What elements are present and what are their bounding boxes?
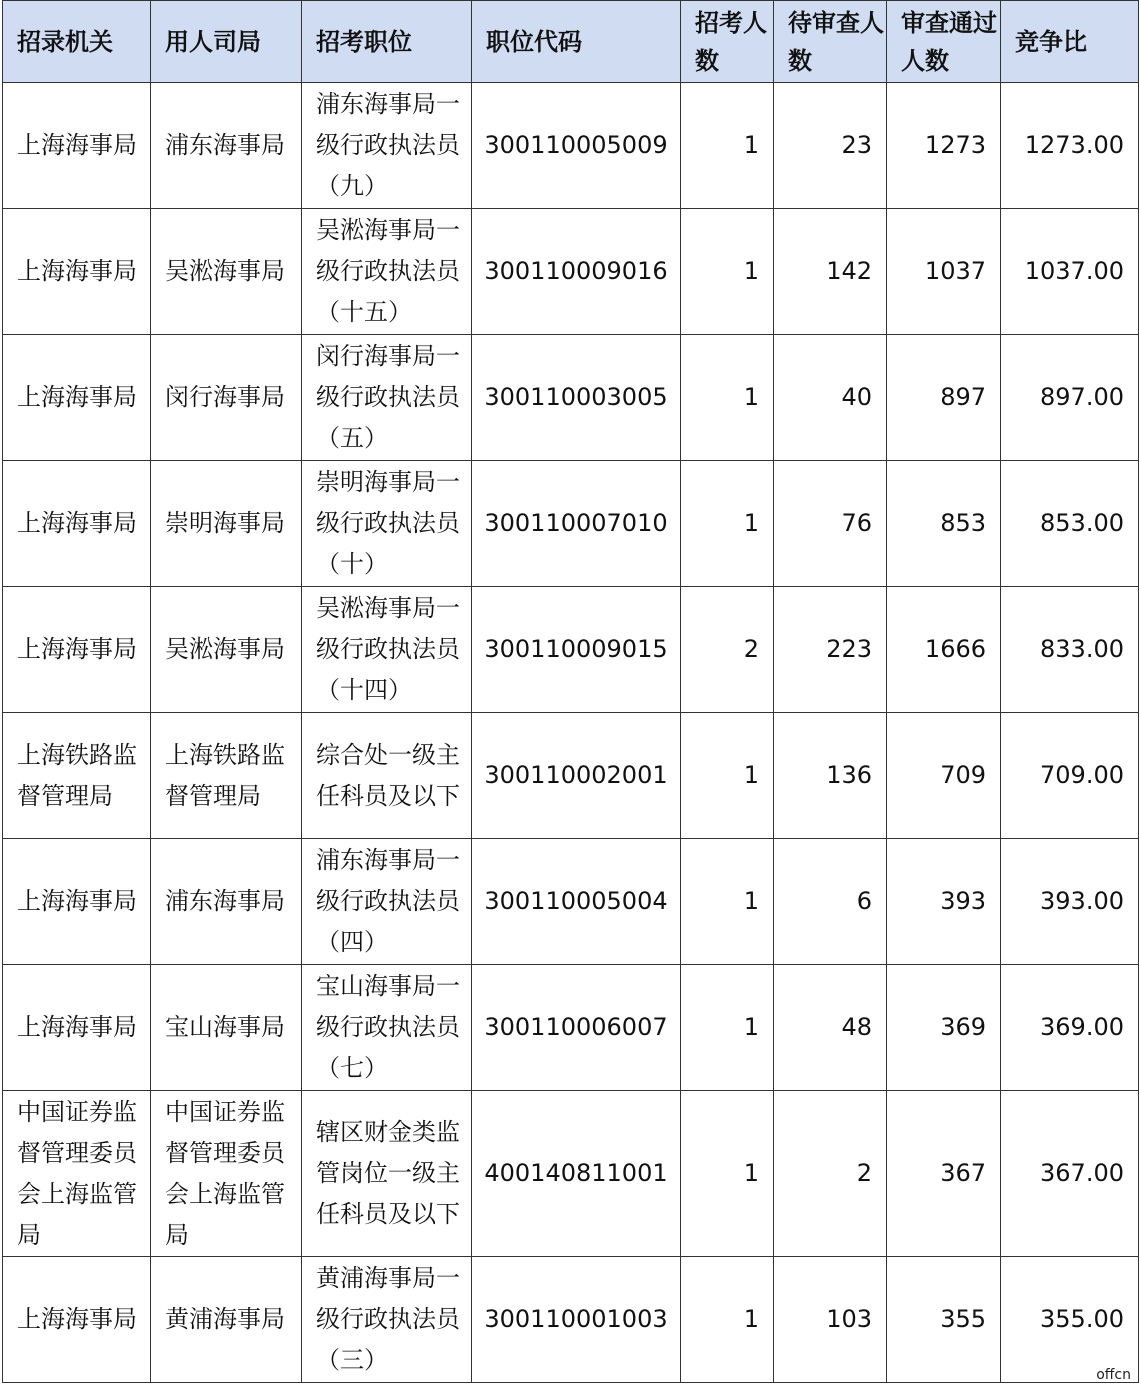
- cell-code: 300110005004: [472, 839, 681, 965]
- cell-ratio: 369.00: [1001, 965, 1139, 1091]
- cell-passed: 897: [887, 335, 1001, 461]
- table-row: [3, 83, 1139, 209]
- cell-code: 300110009016: [472, 209, 681, 335]
- table-row: [3, 1257, 1139, 1383]
- cell-pending: 223: [774, 587, 887, 713]
- cell-pending: 6: [774, 839, 887, 965]
- table-row: [3, 335, 1139, 461]
- cell-ratio: 897.00: [1001, 335, 1139, 461]
- cell-quota: 1: [681, 83, 774, 209]
- cell-passed: 367: [887, 1091, 1001, 1257]
- cell-pending: 103: [774, 1257, 887, 1383]
- cell-ratio: 355.00: [1001, 1257, 1139, 1383]
- header-passed: 审查通过人数: [887, 1, 1001, 83]
- cell-position: 浦东海事局一级行政执法员（四）: [302, 839, 472, 965]
- cell-quota: 1: [681, 965, 774, 1091]
- table-row: [3, 839, 1139, 965]
- cell-passed: 1666: [887, 587, 1001, 713]
- cell-quota: 1: [681, 461, 774, 587]
- cell-agency: 中国证券监督管理委员会上海监管局: [3, 1091, 151, 1257]
- cell-passed: 355: [887, 1257, 1001, 1383]
- cell-agency: 上海海事局: [3, 587, 151, 713]
- cell-position: 吴淞海事局一级行政执法员（十四）: [302, 587, 472, 713]
- header-code: 职位代码: [472, 1, 681, 83]
- cell-agency: 上海海事局: [3, 461, 151, 587]
- cell-pending: 40: [774, 335, 887, 461]
- cell-ratio: 367.00: [1001, 1091, 1139, 1257]
- header-pending: 待审查人数: [774, 1, 887, 83]
- cell-agency: 上海海事局: [3, 1257, 151, 1383]
- cell-pending: 48: [774, 965, 887, 1091]
- cell-quota: 1: [681, 335, 774, 461]
- cell-dept: 浦东海事局: [151, 839, 302, 965]
- cell-ratio: 1037.00: [1001, 209, 1139, 335]
- cell-agency: 上海海事局: [3, 209, 151, 335]
- cell-dept: 吴淞海事局: [151, 587, 302, 713]
- cell-position: 综合处一级主任科员及以下: [302, 713, 472, 839]
- table-row: [3, 209, 1139, 335]
- cell-code: 300110001003: [472, 1257, 681, 1383]
- table-row: [3, 461, 1139, 587]
- cell-passed: 709: [887, 713, 1001, 839]
- cell-position: 宝山海事局一级行政执法员（七）: [302, 965, 472, 1091]
- header-quota: 招考人数: [681, 1, 774, 83]
- cell-quota: 1: [681, 1091, 774, 1257]
- cell-pending: 142: [774, 209, 887, 335]
- cell-position: 辖区财金类监管岗位一级主任科员及以下: [302, 1091, 472, 1257]
- cell-dept: 宝山海事局: [151, 965, 302, 1091]
- table-row: [3, 965, 1139, 1091]
- cell-passed: 393: [887, 839, 1001, 965]
- recruitment-table: [2, 0, 1139, 1383]
- cell-dept: 中国证券监督管理委员会上海监管局: [151, 1091, 302, 1257]
- cell-quota: 1: [681, 209, 774, 335]
- cell-passed: 1037: [887, 209, 1001, 335]
- cell-pending: 136: [774, 713, 887, 839]
- cell-code: 300110002001: [472, 713, 681, 839]
- cell-passed: 369: [887, 965, 1001, 1091]
- cell-quota: 1: [681, 713, 774, 839]
- cell-ratio: 1273.00: [1001, 83, 1139, 209]
- watermark-text: offcn: [1096, 1367, 1131, 1383]
- cell-position: 吴淞海事局一级行政执法员（十五）: [302, 209, 472, 335]
- table-row: [3, 587, 1139, 713]
- cell-ratio: 709.00: [1001, 713, 1139, 839]
- cell-dept: 黄浦海事局: [151, 1257, 302, 1383]
- cell-dept: 闵行海事局: [151, 335, 302, 461]
- header-agency: 招录机关: [3, 1, 151, 83]
- cell-code: 300110007010: [472, 461, 681, 587]
- cell-position: 崇明海事局一级行政执法员（十）: [302, 461, 472, 587]
- cell-passed: 1273: [887, 83, 1001, 209]
- table-row: [3, 713, 1139, 839]
- cell-agency: 上海铁路监督管理局: [3, 713, 151, 839]
- cell-code: 300110005009: [472, 83, 681, 209]
- header-position: 招考职位: [302, 1, 472, 83]
- cell-dept: 崇明海事局: [151, 461, 302, 587]
- cell-pending: 23: [774, 83, 887, 209]
- cell-position: 闵行海事局一级行政执法员（五）: [302, 335, 472, 461]
- cell-code: 300110003005: [472, 335, 681, 461]
- cell-code: 400140811001: [472, 1091, 681, 1257]
- cell-agency: 上海海事局: [3, 335, 151, 461]
- cell-dept: 吴淞海事局: [151, 209, 302, 335]
- cell-agency: 上海海事局: [3, 965, 151, 1091]
- header-row: [3, 1, 1139, 83]
- cell-agency: 上海海事局: [3, 839, 151, 965]
- cell-pending: 2: [774, 1091, 887, 1257]
- header-ratio: 竞争比: [1001, 1, 1139, 83]
- cell-ratio: 853.00: [1001, 461, 1139, 587]
- cell-dept: 上海铁路监督管理局: [151, 713, 302, 839]
- cell-position: 黄浦海事局一级行政执法员（三）: [302, 1257, 472, 1383]
- table-row: [3, 1091, 1139, 1257]
- cell-code: 300110009015: [472, 587, 681, 713]
- cell-agency: 上海海事局: [3, 83, 151, 209]
- cell-pending: 76: [774, 461, 887, 587]
- cell-passed: 853: [887, 461, 1001, 587]
- cell-quota: 1: [681, 839, 774, 965]
- cell-quota: 1: [681, 1257, 774, 1383]
- cell-quota: 2: [681, 587, 774, 713]
- cell-ratio: 393.00: [1001, 839, 1139, 965]
- header-dept: 用人司局: [151, 1, 302, 83]
- cell-ratio: 833.00: [1001, 587, 1139, 713]
- cell-code: 300110006007: [472, 965, 681, 1091]
- cell-position: 浦东海事局一级行政执法员（九）: [302, 83, 472, 209]
- cell-dept: 浦东海事局: [151, 83, 302, 209]
